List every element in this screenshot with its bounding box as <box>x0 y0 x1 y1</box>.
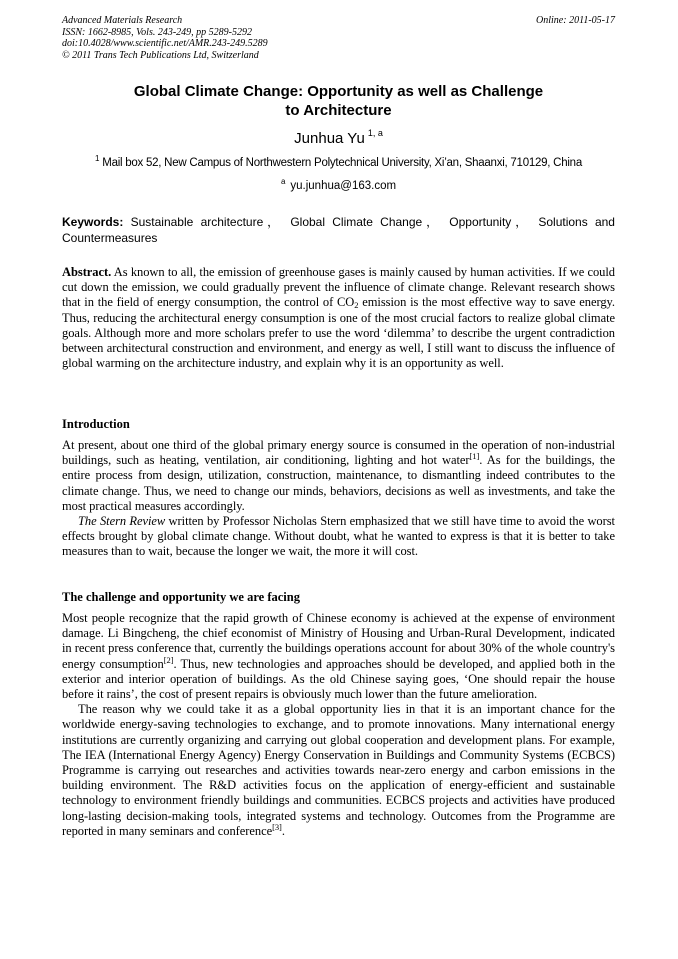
affiliation <box>62 156 615 170</box>
citation-ref-1: [1] <box>469 451 480 462</box>
challenge-p2-text-1: The reason why we could take it as a global opportunity lies in that it is an important chance for the worldwide energy-saving technologies to exchange, and to promote innovations. Many international energy institutions are currently organizing and carrying out global cooperation and development plans. For example, The IEA (International Energy Agency) Energy Conservation in Buildings and Community Systems (ECBCS) Programme is carrying out researches and activities towards near-zero energy and carbon emissions in the building environment. The R&D activities focus on the application of energy-efficient and sustainable technology to environment friendly buildings and communities. ECBCS projects and activities have produced long-lasting decision-making tools, integrated systems and technology. Outcomes from the Programme are reported in many seminars and conference <box>62 702 615 838</box>
journal-name: Advanced Materials Research <box>62 15 183 26</box>
paper-title <box>62 82 615 120</box>
section-heading-introduction: Introduction <box>62 417 130 431</box>
copyright-line: © 2011 Trans Tech Publications Ltd, Switzerland <box>62 49 259 61</box>
email-text: yu.junhua@163.com <box>290 180 397 192</box>
intro-p1-text-2: . As for the buildings, the entire process from design, utilization, construction, maintenance, to dismantling indeed contributes to the climate change. Thus, we need to change our minds, behaviors, decisions as well as investments, and take the most practical measures accordingly. <box>62 453 615 513</box>
challenge-p1-text-1: Most people recognize that the rapid growth of Chinese economy is achieved at the expense of environment damage. Li Bingcheng, the chief economist of Ministry of Housing and Urban-Rural Development, indicated in recent press conference that, currently the buildings operations account for about 30% of the whole country's energy consumption <box>62 611 615 671</box>
title-line-1: Global Climate Change: Opportunity as well as Challenge <box>133 83 544 100</box>
journal-header <box>62 15 615 61</box>
doi-line: doi:10.4028/www.scientific.net/AMR.243-249.5289 <box>62 38 268 49</box>
author-marker: 1, a <box>367 128 383 138</box>
intro-paragraph-2 <box>62 514 615 560</box>
abstract-text-2: emission is the most effective way to save energy. Thus, reducing the architectural energy consumption is one of the most crucial factors to realize global climate goals. Although more and more scholars prefer to use the word ‘dilemma’ to describe the urgent contradiction between architectural construction and environment, and energy as well, I still want to discuss the influence of global warming on the architecture industry, and explain why it is an opportunity as well. <box>62 295 615 371</box>
intro-p1-text-1: At present, about one third of the global primary energy source is consumed in the operation of non-industrial buildings, such as heating, ventilation, air conditioning, lighting and hot water <box>62 438 615 468</box>
intro-p2-text: written by Professor Nicholas Stern emphasized that we still have time to avoid the worst effects brought by global climate change. Without doubt, what he wanted to express is that it is better to take measures than to wait, because the longer we wait, the more it will cost. <box>62 514 615 559</box>
keywords-label: Keywords: <box>62 215 124 229</box>
section-heading-challenge: The challenge and opportunity we are facing <box>62 590 300 604</box>
author-email <box>62 179 615 193</box>
citation-ref-2: [2] <box>163 654 174 665</box>
abstract <box>62 265 615 371</box>
challenge-paragraph-2 <box>62 702 615 839</box>
affiliation-text: Mail box 52, New Campus of Northwestern Polytechnical University, Xi’an, Shaanxi, 710129, China <box>102 157 582 169</box>
online-date: Online: 2011-05-17 <box>536 15 615 26</box>
affiliation-marker: 1 <box>95 154 100 163</box>
abstract-paragraph <box>62 265 615 371</box>
intro-paragraph-1 <box>62 438 615 514</box>
abstract-text-1: As known to all, the emission of greenhouse gases is mainly caused by human activities. If we could cut down the emission, we could gradually prevent the influence of climate change. Relevant research shows that in the field of energy consumption, the control of CO <box>62 265 615 310</box>
keywords-text: Sustainable architecture， Global Climate Change， Opportunity， Solutions and Countermeasures <box>62 215 615 245</box>
issn-line: ISSN: 1662-8985, Vols. 243-249, pp 5289-5292 <box>62 26 252 38</box>
email-marker: a <box>280 177 286 186</box>
introduction-body <box>62 438 615 560</box>
challenge-p2-text-2: . <box>281 823 285 838</box>
keywords <box>62 215 615 246</box>
author-line <box>62 130 615 148</box>
stern-review-title: The Stern Review <box>78 514 166 529</box>
title-line-2: to Architecture <box>285 102 392 119</box>
author-name: Junhua Yu <box>294 130 365 147</box>
co2-subscript: 2 <box>354 300 359 311</box>
challenge-p1-text-2: . Thus, new technologies and approaches should be developed, and applied both in the exterior and interior operation of buildings. As the old Chinese saying goes, ‘One should repair the house before it rains’, the cost of present repairs is obviously much lower than the future amelioration. <box>62 656 616 702</box>
abstract-label: Abstract. <box>62 265 112 279</box>
challenge-paragraph-1 <box>62 611 615 702</box>
citation-ref-3: [3] <box>272 821 282 832</box>
challenge-body <box>62 611 615 839</box>
